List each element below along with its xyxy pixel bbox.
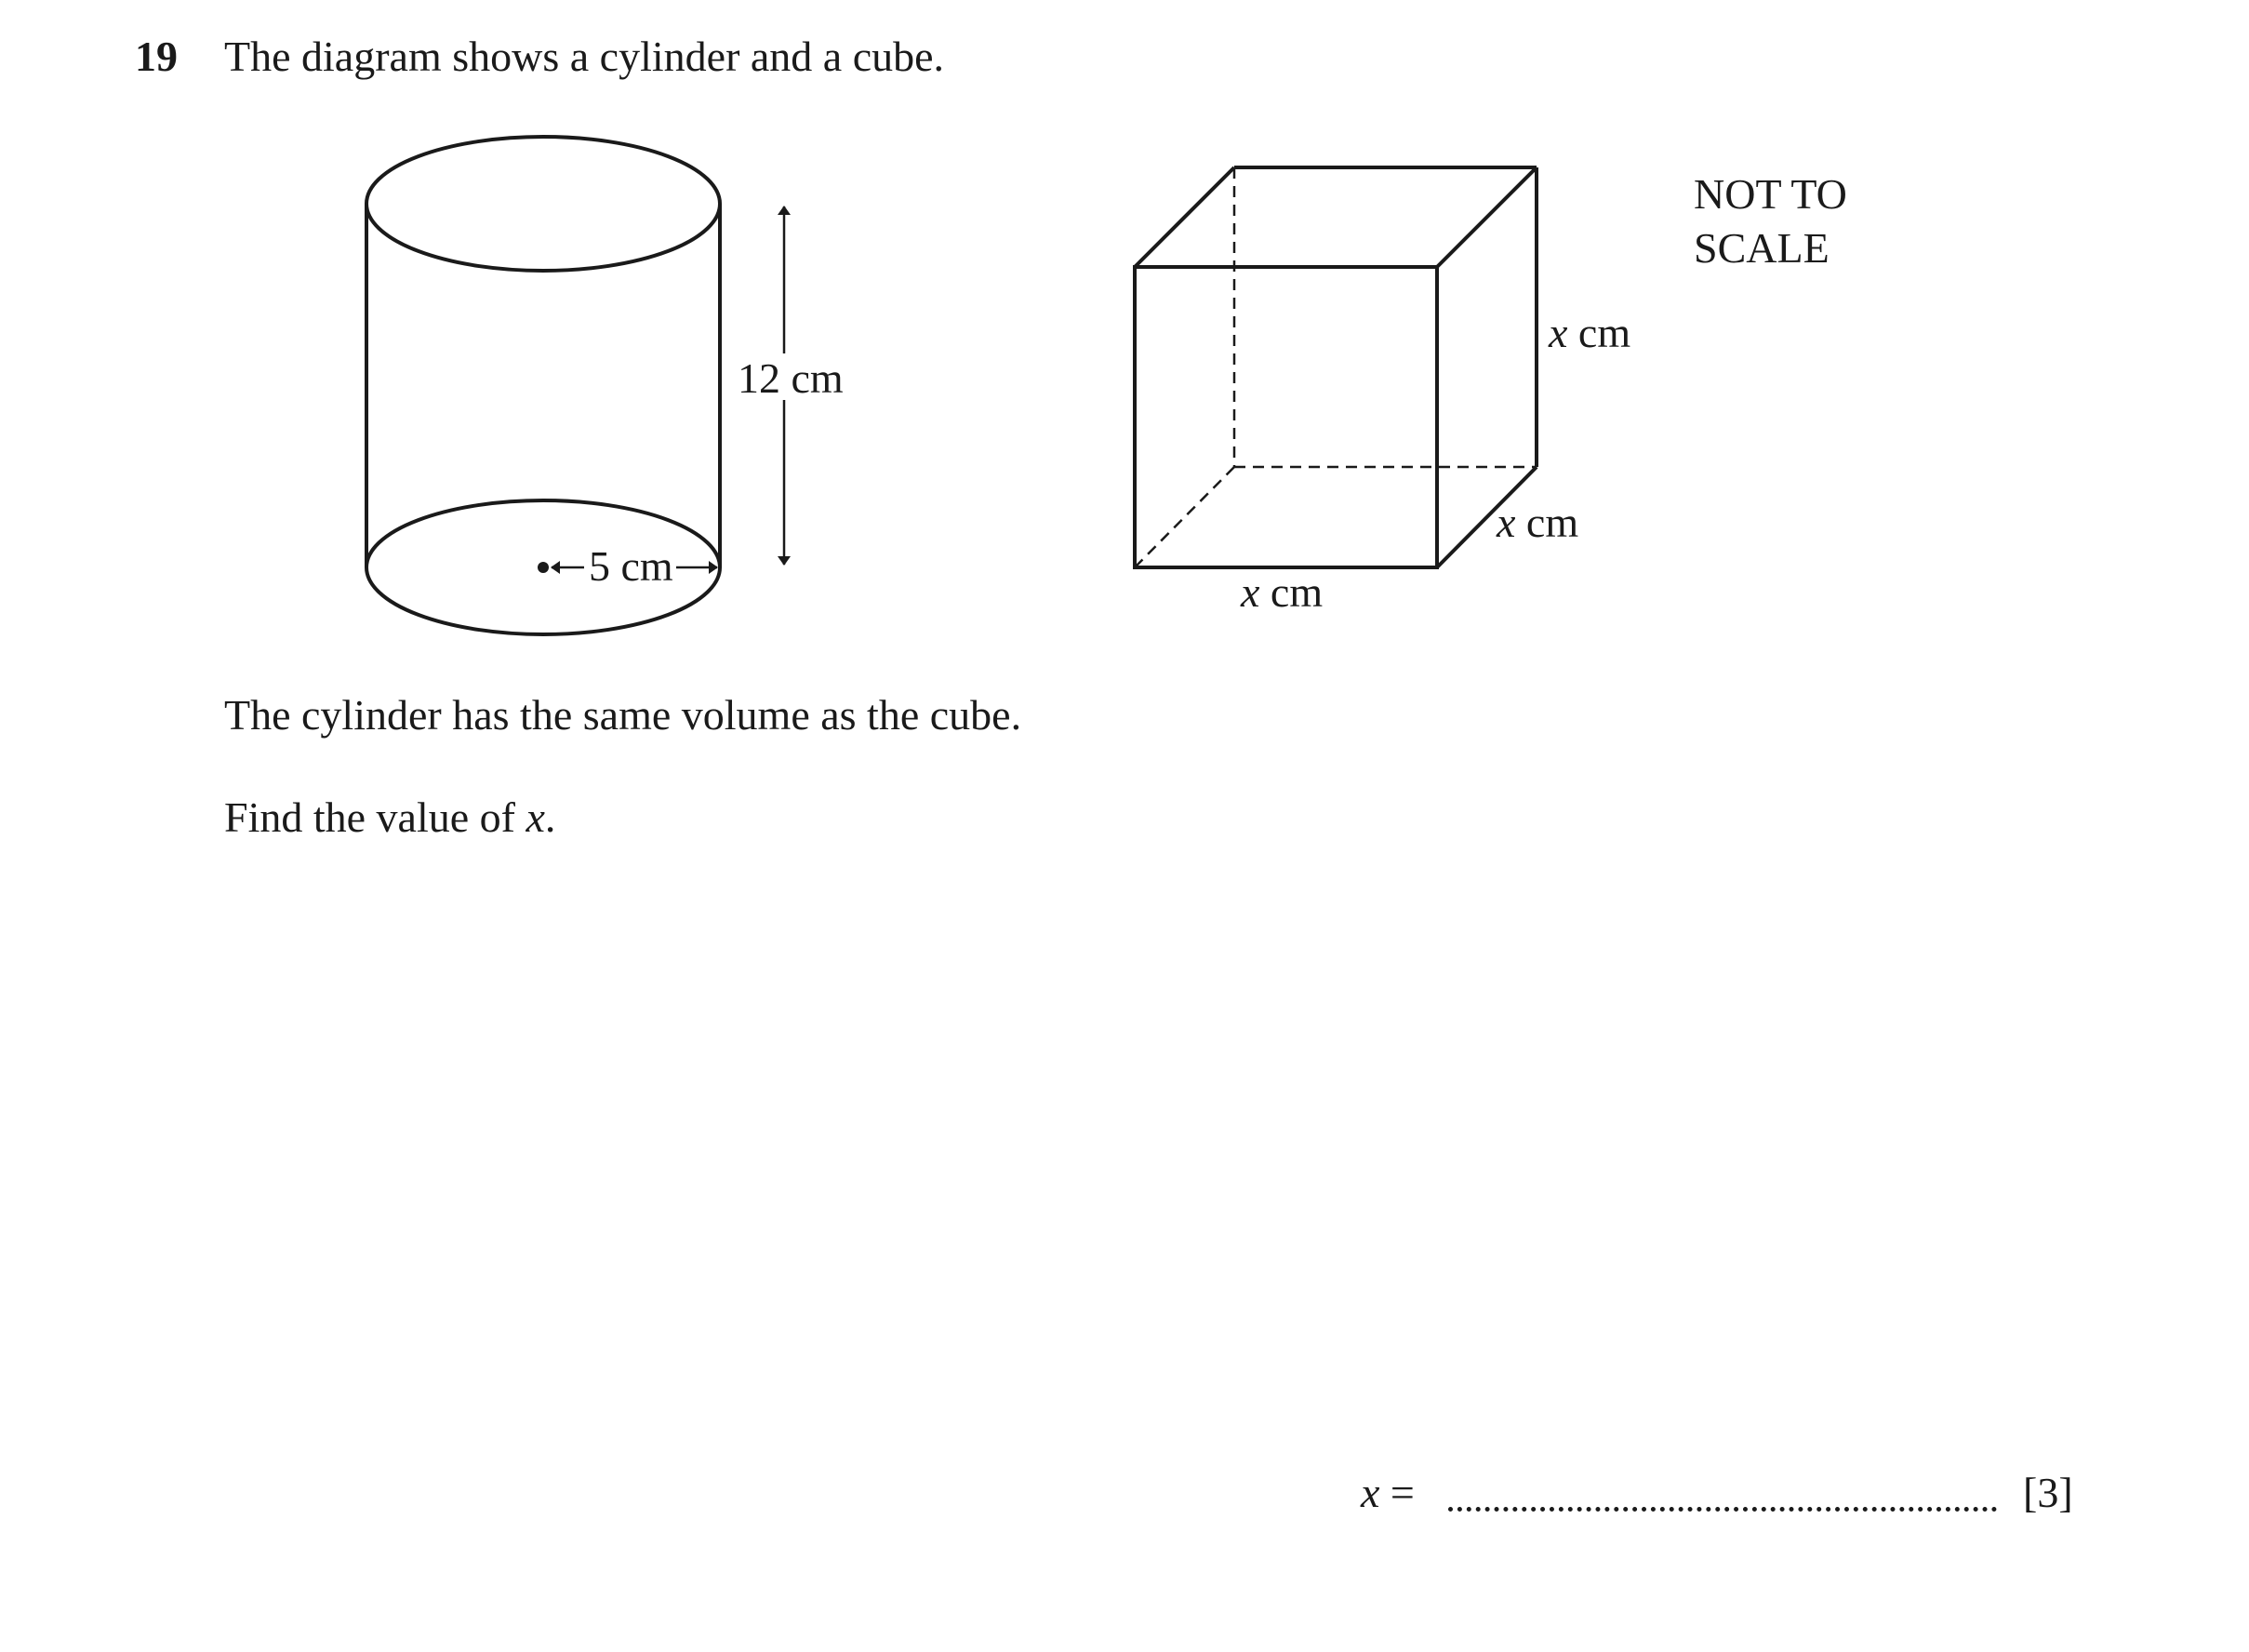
cube-depth-label: x cm (1497, 499, 1579, 546)
cylinder-top (366, 137, 720, 271)
cube-height-label: x cm (1549, 309, 1631, 356)
cylinder-centre-dot (538, 562, 549, 573)
question-task: Find the value of x. (224, 793, 556, 841)
answer-label: x = (1361, 1469, 1415, 1516)
cylinder-radius-label: 5 cm (589, 542, 673, 590)
cube-top-left-edge (1135, 167, 1234, 267)
question-intro: The diagram shows a cylinder and a cube. (224, 33, 945, 80)
scale-note-line2: SCALE (1694, 224, 1830, 272)
question-statement: The cylinder has the same volume as the cube. (224, 691, 1022, 739)
answer-line[interactable] (1448, 1470, 1997, 1512)
question-number: 19 (135, 33, 178, 80)
cube (1135, 167, 1537, 567)
scale-note-line1: NOT TO (1694, 170, 1847, 218)
cube-hidden-diagonal (1135, 467, 1234, 567)
cube-top-right-edge (1437, 167, 1537, 267)
cube-width-label: x cm (1241, 568, 1324, 616)
marks-indicator: [3] (2023, 1469, 2073, 1516)
cylinder-height-label: 12 cm (738, 354, 844, 402)
